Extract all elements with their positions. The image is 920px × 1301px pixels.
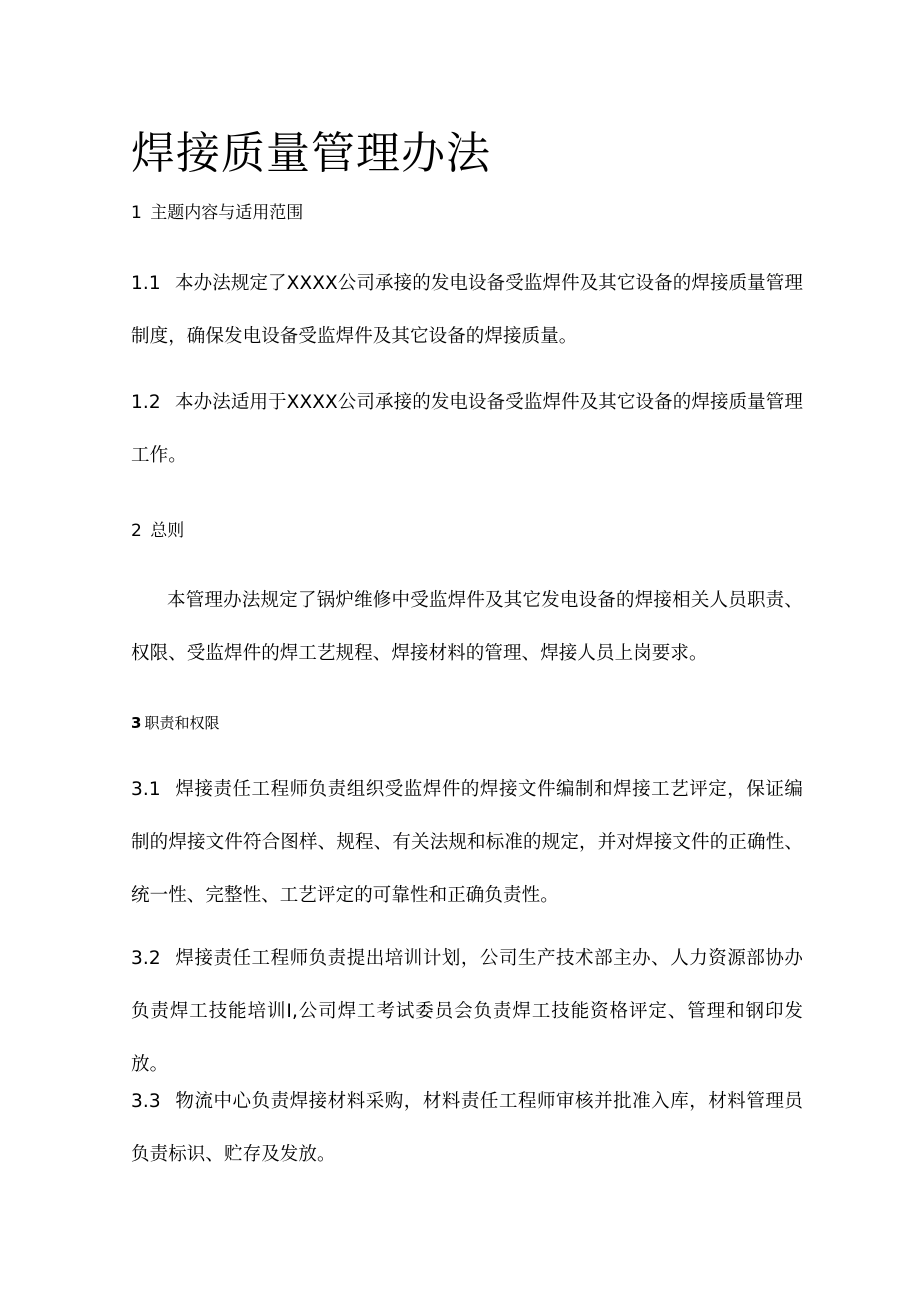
paragraph-3-1	[131, 763, 803, 922]
section-heading-3	[131, 710, 219, 736]
paragraph-text: 焊接责任工程师负责组织受监焊件的焊接文件编制和焊接工艺评定，保证编制的焊接文件符合图样、规程、有关法规和标准的规定，并对焊接文件的正确性、统一性、完整性、工艺评定的可靠性和正确负责性。	[131, 779, 803, 906]
paragraph-3-2	[131, 932, 803, 1091]
section-title: 主题内容与适用范围	[150, 203, 304, 223]
section-number: 3	[131, 714, 142, 732]
paragraph-text: 焊接责任工程师负责提出培训计划，公司生产技术部主办、人力资源部协办负责焊工技能培训I,公司焊工考试委员会负责焊工技能资格评定、管理和钢印发放。	[131, 948, 803, 1075]
section-number: 1	[131, 203, 142, 223]
paragraph-text: 物流中心负责焊接材料采购，材料责任工程师审核并批准入库，材料管理员负责标识、贮存及发放。	[131, 1091, 803, 1165]
section-title: 职责和权限	[144, 714, 220, 732]
paragraph-1-1	[131, 257, 803, 363]
paragraph-number: 3.3	[131, 1091, 161, 1112]
section-number: 2	[131, 521, 142, 541]
paragraph-number: 1.2	[131, 392, 161, 413]
paragraph-text: 本办法适用于XXXX公司承接的发电设备受监焊件及其它设备的焊接质量管理工作。	[131, 392, 803, 466]
paragraph-3-3	[131, 1075, 803, 1181]
paragraph-number: 1.1	[131, 273, 161, 294]
paragraph-number: 3.1	[131, 779, 161, 800]
paragraph-number: 3.2	[131, 948, 161, 969]
section-title: 总则	[150, 521, 185, 541]
paragraph-1-2	[131, 376, 803, 482]
paragraph-text: 本办法规定了XXXX公司承接的发电设备受监焊件及其它设备的焊接质量管理制度，确保发电设备受监焊件及其它设备的焊接质量。	[131, 273, 803, 347]
paragraph-2: 本管理办法规定了锅炉维修中受监焊件及其它发电设备的焊接相关人员职责、权限、受监焊件的焊工艺规程、焊接材料的管理、焊接人员上岗要求。	[131, 590, 803, 664]
section-heading-2	[131, 518, 184, 544]
section-heading-1	[131, 200, 303, 226]
document-title: 焊接质量管理办法	[131, 128, 491, 179]
